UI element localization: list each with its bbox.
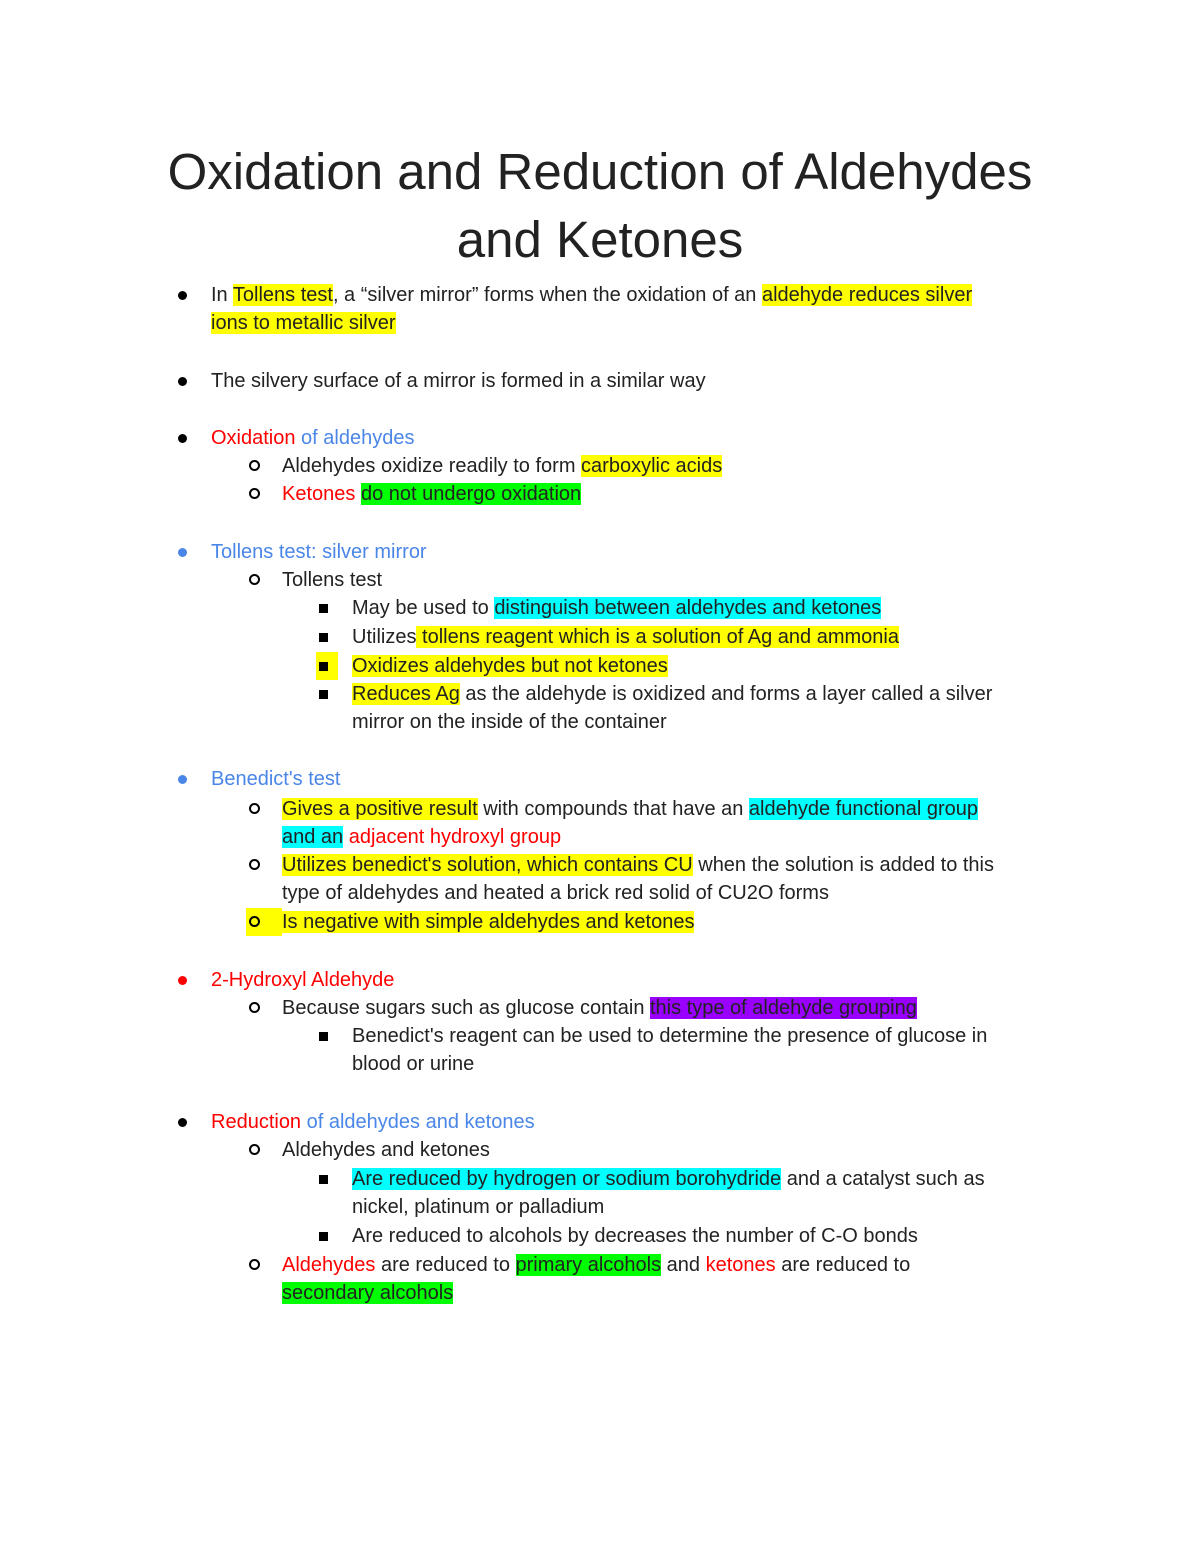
square-bullet-icon: [319, 1175, 328, 1184]
sub-list-item: Ketones do not undergo oxidation: [282, 483, 582, 505]
list-item: In Tollens test, a “silver mirror” forms when the oxidation of an aldehyde reduces silver: [211, 284, 973, 306]
circle-bullet-icon: [249, 916, 260, 927]
square-bullet-icon: [319, 690, 328, 699]
list-item: 2-Hydroxyl Aldehyde: [211, 969, 395, 991]
sub-sub-list-item: Are reduced to alcohols by decreases the number of C-O bonds: [352, 1225, 918, 1247]
sub-list-item: Aldehydes are reduced to primary alcohols and ketones are reduced to: [282, 1254, 911, 1276]
highlight: aldehyde reduces silver: [761, 284, 973, 306]
circle-bullet-icon: [249, 488, 260, 499]
square-bullet-icon: [319, 604, 328, 613]
sub-list-item: Utilizes benedict's solution, which contains CU when the solution is added to this: [282, 854, 994, 876]
sub-sub-list-item: Are reduced by hydrogen or sodium borohydride and a catalyst such as: [352, 1168, 985, 1190]
sub-list-item: Tollens test: [282, 569, 383, 591]
highlight: carboxylic acids: [581, 455, 723, 477]
list-item: Benedict's test: [211, 768, 341, 790]
bullet-icon: [178, 976, 187, 985]
sub-list-item: Aldehydes and ketones: [282, 1139, 490, 1161]
highlight: distinguish between aldehydes and ketones: [494, 597, 882, 619]
bullet-icon: [178, 1118, 187, 1127]
sub-sub-list-item: Benedict's reagent can be used to determine the presence of glucose in: [352, 1025, 988, 1047]
sub-list-item-continuation: type of aldehydes and heated a brick red solid of CU2O forms: [282, 882, 829, 904]
bullet-icon: [178, 775, 187, 784]
highlight: Reduces Ag: [352, 683, 460, 705]
highlight: and an: [282, 826, 344, 848]
highlight: Oxidizes aldehydes but not ketones: [352, 655, 668, 677]
sub-sub-list-item: May be used to distinguish between aldehydes and ketones: [352, 597, 882, 619]
page-title: [100, 138, 1100, 274]
sub-list-item: Because sugars such as glucose contain this type of aldehyde grouping: [282, 997, 917, 1019]
sub-list-item: Aldehydes oxidize readily to form carboxylic acids: [282, 455, 723, 477]
list-item: Tollens test: silver mirror: [211, 541, 427, 563]
highlight: primary alcohols: [515, 1254, 662, 1276]
square-bullet-icon: [319, 1232, 328, 1241]
title-line-2: and Ketones: [456, 211, 744, 268]
square-bullet-icon: [319, 633, 328, 642]
circle-bullet-icon: [249, 1002, 260, 1013]
circle-bullet-icon: [249, 1259, 260, 1270]
highlight: Utilizes benedict's solution, which contains CU: [282, 854, 693, 876]
highlight: Tollens test: [232, 284, 333, 306]
sub-sub-list-item-continuation: blood or urine: [352, 1053, 475, 1075]
square-bullet-icon: [319, 662, 328, 671]
list-item: Reduction of aldehydes and ketones: [211, 1111, 535, 1133]
circle-bullet-icon: [249, 803, 260, 814]
sub-list-item-continuation: and an adjacent hydroxyl group: [282, 826, 562, 848]
circle-bullet-icon: [249, 574, 260, 585]
highlight: Gives a positive result: [282, 798, 478, 820]
circle-bullet-icon: [249, 460, 260, 471]
sub-sub-list-item-continuation: mirror on the inside of the container: [352, 711, 667, 733]
highlight: tollens reagent which is a solution of Ag and ammonia: [416, 626, 899, 648]
highlight: ions to metallic silver: [211, 312, 396, 334]
sub-sub-list-item: Reduces Ag as the aldehyde is oxidized and forms a layer called a silver: [352, 683, 993, 705]
list-item-continuation: [211, 309, 396, 337]
list-item: Oxidation of aldehydes: [211, 427, 415, 449]
circle-bullet-icon: [249, 1144, 260, 1155]
square-bullet-icon: [319, 1032, 328, 1041]
title-line-1: Oxidation and Reduction of Aldehydes: [167, 143, 1033, 200]
circle-bullet-icon: [249, 859, 260, 870]
sub-sub-list-item: Utilizes tollens reagent which is a solution of Ag and ammonia: [352, 626, 899, 648]
sub-list-item: Gives a positive result with compounds that have an aldehyde functional group: [282, 798, 978, 820]
list-item: The silvery surface of a mirror is formed in a similar way: [211, 370, 706, 392]
highlight: do not undergo oxidation: [360, 483, 582, 505]
highlight: aldehyde functional group: [748, 798, 978, 820]
highlight: Are reduced by hydrogen or sodium borohydride: [352, 1168, 782, 1190]
bullet-icon: [178, 434, 187, 443]
sub-sub-list-item: [338, 652, 668, 680]
bullet-icon: [178, 548, 187, 557]
sub-list-item-continuation: [282, 1279, 453, 1307]
sub-list-item: [282, 908, 694, 936]
bullet-icon: [178, 377, 187, 386]
bullet-icon: [178, 291, 187, 300]
sub-sub-list-item-continuation: nickel, platinum or palladium: [352, 1196, 605, 1218]
highlight: Is negative with simple aldehydes and ketones: [282, 911, 695, 933]
highlight: secondary alcohols: [282, 1282, 454, 1304]
highlight: this type of aldehyde grouping: [650, 997, 917, 1019]
